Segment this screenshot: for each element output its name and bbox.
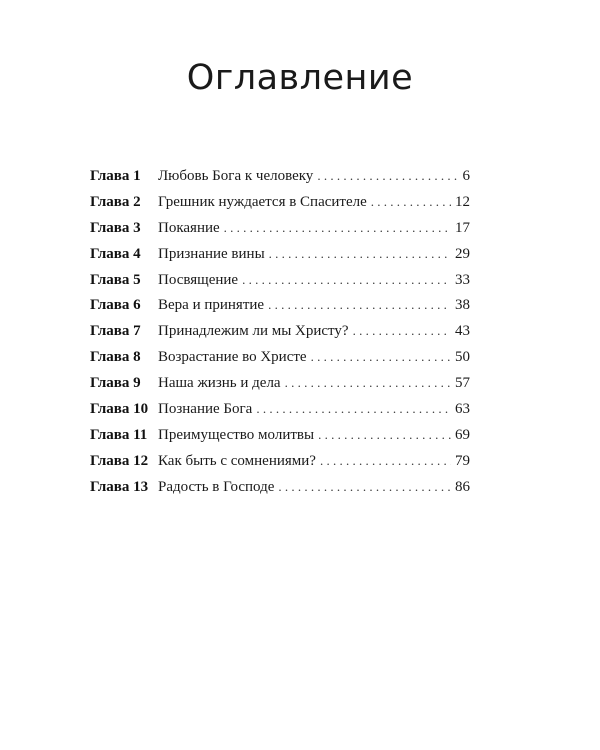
- dot-leader: [371, 192, 451, 212]
- chapter-label: Глава 9: [90, 375, 141, 392]
- dot-leader: [353, 321, 451, 341]
- chapter-title: Посвящение: [158, 271, 239, 288]
- table-of-contents: [90, 166, 470, 503]
- chapter-label: Глава 7: [90, 323, 141, 340]
- page-number: 57: [455, 375, 470, 392]
- dot-leader: [320, 451, 451, 471]
- page-number: 17: [455, 219, 470, 236]
- dot-leader: [285, 373, 451, 393]
- page-number: 79: [455, 452, 470, 469]
- toc-entry: [90, 373, 470, 399]
- chapter-label: Глава 11: [90, 426, 148, 443]
- page-title: Оглавление: [186, 58, 414, 98]
- toc-entry: [90, 270, 470, 296]
- dot-leader: [269, 244, 451, 264]
- toc-entry: [90, 451, 470, 477]
- chapter-title: Наша жизнь и дела: [158, 375, 281, 392]
- page-number: 6: [462, 168, 470, 184]
- page-number: 12: [455, 193, 470, 210]
- chapter-title: Принадлежим ли мы Христу?: [158, 323, 349, 340]
- dot-leader: [268, 295, 451, 315]
- dot-leader: [278, 477, 451, 497]
- dot-leader: [224, 218, 451, 238]
- chapter-title: Вера и принятие: [158, 297, 265, 314]
- toc-entry: [90, 477, 470, 503]
- page-number: 29: [455, 245, 470, 262]
- dot-leader: [311, 347, 451, 367]
- chapter-title: Как быть с сомнениями?: [158, 452, 316, 469]
- toc-entry: [90, 166, 470, 192]
- chapter-title: Преимущество молитвы: [158, 426, 315, 443]
- chapter-label: Глава 13: [90, 478, 149, 495]
- chapter-title: Признание вины: [158, 245, 265, 262]
- page-number: 86: [455, 478, 470, 495]
- chapter-label: Глава 6: [90, 297, 141, 314]
- dot-leader: [318, 425, 451, 445]
- chapter-label: Глава 12: [90, 452, 149, 469]
- chapter-label: Глава 5: [90, 271, 141, 288]
- chapter-title: Возрастание во Христе: [158, 349, 307, 366]
- page-number: 63: [455, 401, 470, 418]
- toc-entry: [90, 295, 470, 321]
- chapter-label: Глава 2: [90, 193, 141, 210]
- toc-entry: [90, 218, 470, 244]
- page-number: 38: [455, 297, 470, 314]
- chapter-title: Познание Бога: [158, 401, 253, 418]
- page-number: 50: [455, 349, 470, 366]
- chapter-label: Глава 4: [90, 245, 141, 262]
- toc-entry: [90, 399, 470, 425]
- page-number: 33: [455, 271, 470, 288]
- chapter-title: Радость в Господе: [158, 478, 275, 495]
- dot-leader: [317, 166, 458, 186]
- chapter-label: Глава 8: [90, 349, 141, 366]
- dot-leader: [242, 270, 451, 290]
- chapter-title: Покаяние: [158, 219, 220, 236]
- toc-entry: [90, 192, 470, 218]
- chapter-title: Грешник нуждается в Спасителе: [158, 193, 367, 210]
- toc-entry: [90, 425, 470, 451]
- chapter-label: Глава 10: [90, 401, 149, 418]
- toc-entry: [90, 347, 470, 373]
- page-number: 43: [455, 323, 470, 340]
- chapter-label: Глава 1: [90, 168, 141, 184]
- page-number: 69: [455, 426, 470, 443]
- toc-entry: [90, 321, 470, 347]
- toc-entry: [90, 244, 470, 270]
- dot-leader: [256, 399, 451, 419]
- chapter-title: Любовь Бога к человеку: [158, 168, 314, 184]
- chapter-label: Глава 3: [90, 219, 141, 236]
